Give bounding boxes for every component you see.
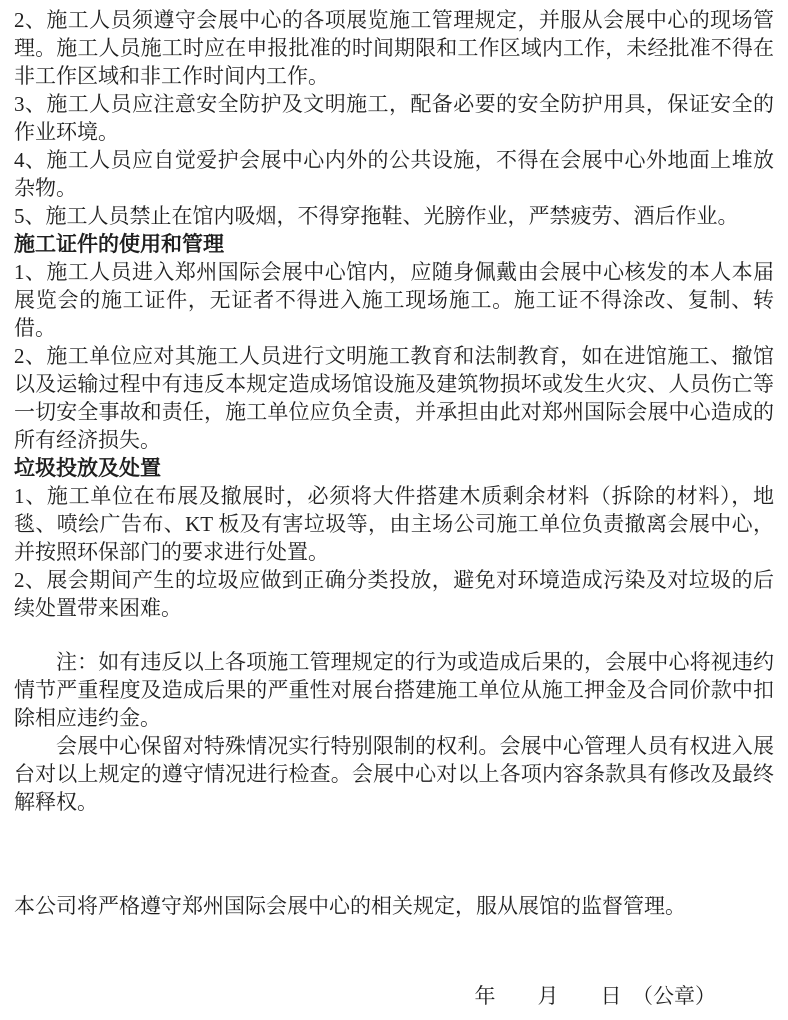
note-rights-paragraph: 会展中心保留对特殊情况实行特别限制的权利。会展中心管理人员有权进入展台对以上规定的遵守情况进行检查。会展中心对以上各项内容条款具有修改及最终解释权。 — [14, 734, 774, 814]
permit-item-2: 2、施工单位应对其施工人员进行文明施工教育和法制教育，如在进馆施工、撤馆以及运输过程中有违反本规定造成场馆设施及建筑物损坏或发生火灾、人员伤亡等一切安全事故和责任，施工单位应负全责，并承担由此对郑州国际会展中心造成的所有经济损失。 — [14, 344, 774, 452]
closing-statement: 本公司将严格遵守郑州国际会展中心的相关规定，服从展馆的监督管理。 — [14, 894, 686, 918]
date-signature-line: 年 月 日 （公章） — [474, 984, 716, 1008]
section-heading-garbage-disposal: 垃圾投放及处置 — [14, 456, 161, 480]
regulation-item-3: 3、施工人员应注意安全防护及文明施工，配备必要的安全防护用具，保证安全的作业环境。 — [14, 92, 774, 144]
garbage-item-2: 2、展会期间产生的垃圾应做到正确分类投放，避免对环境造成污染及对垃圾的后续处置带来困难。 — [14, 568, 774, 620]
garbage-item-1: 1、施工单位在布展及撤展时，必须将大件搭建木质剩余材料（拆除的材料），地毯、喷绘广告布、KT 板及有害垃圾等，由主场公司施工单位负责撤离会展中心，并按照环保部门的要求进行处置。 — [14, 484, 774, 564]
regulation-item-2: 2、施工人员须遵守会展中心的各项展览施工管理规定，并服从会展中心的现场管理。施工人员施工时应在申报批准的时间期限和工作区域内工作，未经批准不得在非工作区域和非工作时间内工作。 — [14, 8, 774, 88]
regulation-item-5: 5、施工人员禁止在馆内吸烟，不得穿拖鞋、光膀作业，严禁疲劳、酒后作业。 — [14, 204, 739, 228]
note-penalty-paragraph: 注：如有违反以上各项施工管理规定的行为或造成后果的，会展中心将视违约情节严重程度及造成后果的严重性对展台搭建施工单位从施工押金及合同价款中扣除相应违约金。 — [14, 650, 774, 730]
regulation-item-4: 4、施工人员应自觉爱护会展中心内外的公共设施，不得在会展中心外地面上堆放杂物。 — [14, 148, 774, 200]
section-heading-permit-management: 施工证件的使用和管理 — [14, 232, 224, 256]
permit-item-1: 1、施工人员进入郑州国际会展中心馆内，应随身佩戴由会展中心核发的本人本届展览会的施工证件，无证者不得进入施工现场施工。施工证不得涂改、复制、转借。 — [14, 260, 774, 340]
